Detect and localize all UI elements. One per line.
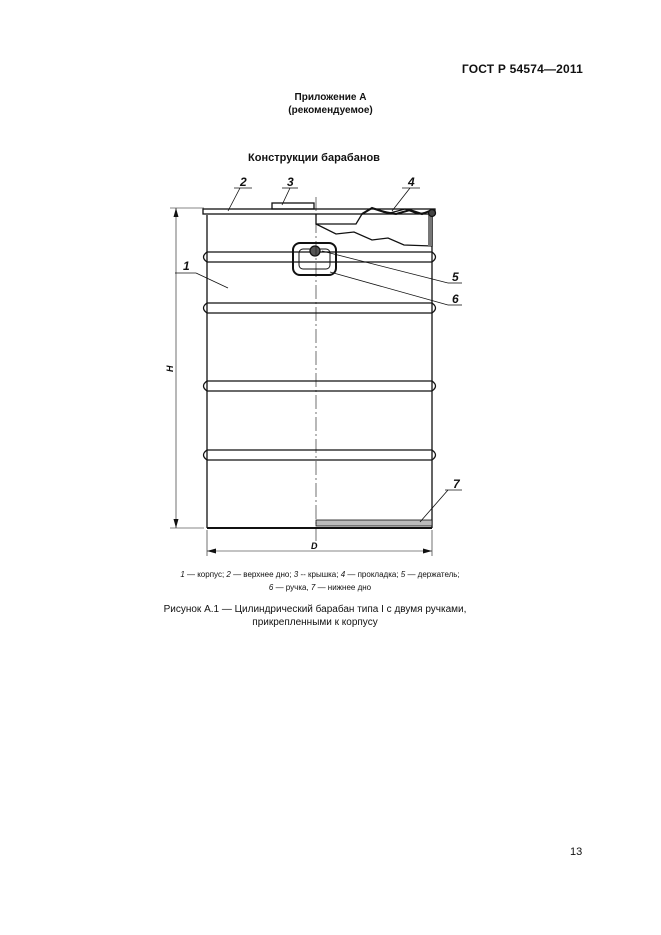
rolling-hoop-2: [204, 303, 436, 313]
leader-6: [330, 272, 448, 305]
legend-line-2: [150, 581, 490, 594]
dimension-h-label: H: [165, 365, 175, 372]
drum-drawing: [150, 172, 470, 562]
leader-4b: [392, 188, 410, 211]
legend-num: 1: [180, 570, 185, 579]
legend-num: 4: [340, 570, 346, 579]
rim-bead: [429, 210, 436, 217]
callout-1: 1: [183, 259, 190, 273]
rolling-hoop-3: [204, 381, 436, 391]
callout-2: 2: [240, 175, 247, 189]
document-code: ГОСТ Р 54574—2011: [461, 62, 583, 76]
figure-legend: [150, 568, 490, 594]
cap: [272, 203, 314, 209]
leader-1b: [196, 273, 228, 288]
legend-text: — верхнее дно;: [230, 570, 294, 579]
callout-4: 4: [408, 175, 415, 189]
page-number: 13: [570, 846, 583, 858]
callout-3: 3: [287, 175, 294, 189]
leader-7b: [420, 490, 448, 522]
callout-5: 5: [452, 270, 459, 284]
bottom-cutaway: [316, 520, 432, 526]
legend-text: — прокладка;: [345, 570, 401, 579]
legend-num: 3: [293, 570, 299, 579]
caption-line-2: прикрепленными к корпусу: [252, 617, 378, 628]
height-arrow-top: [174, 208, 179, 217]
legend-num: 2: [226, 570, 231, 579]
diameter-arrow-right: [423, 549, 432, 554]
legend-text: — держатель;: [405, 570, 460, 579]
callout-7: 7: [453, 477, 460, 491]
annex-subtitle: (рекомендуемое): [288, 105, 373, 116]
cutaway-wall: [428, 214, 432, 246]
caption-line-1: Рисунок А.1 — Цилиндрический барабан типа I с двумя ручками,: [163, 604, 467, 615]
legend-num: 5: [400, 570, 406, 579]
figure-caption: [150, 603, 480, 629]
legend-text: — корпус;: [184, 570, 227, 579]
rolling-hoop-4: [204, 450, 436, 460]
section-title: Конструкции барабанов: [248, 152, 380, 164]
diameter-arrow-left: [207, 549, 216, 554]
leader-2b: [228, 188, 240, 211]
height-arrow-bottom: [174, 519, 179, 528]
legend-line-1: [150, 568, 490, 581]
legend-text: -- крышка;: [298, 570, 341, 579]
handle-holder: [310, 246, 320, 256]
legend-text: — ручка,: [273, 583, 311, 592]
dimension-d-label: D: [311, 541, 318, 551]
leader-5: [322, 251, 448, 283]
annex-title: Приложение А: [294, 92, 367, 103]
callout-6: 6: [452, 292, 459, 306]
legend-num: 6: [268, 583, 274, 592]
legend-text: — нижнее дно: [315, 583, 372, 592]
legend-num: 7: [310, 583, 316, 592]
